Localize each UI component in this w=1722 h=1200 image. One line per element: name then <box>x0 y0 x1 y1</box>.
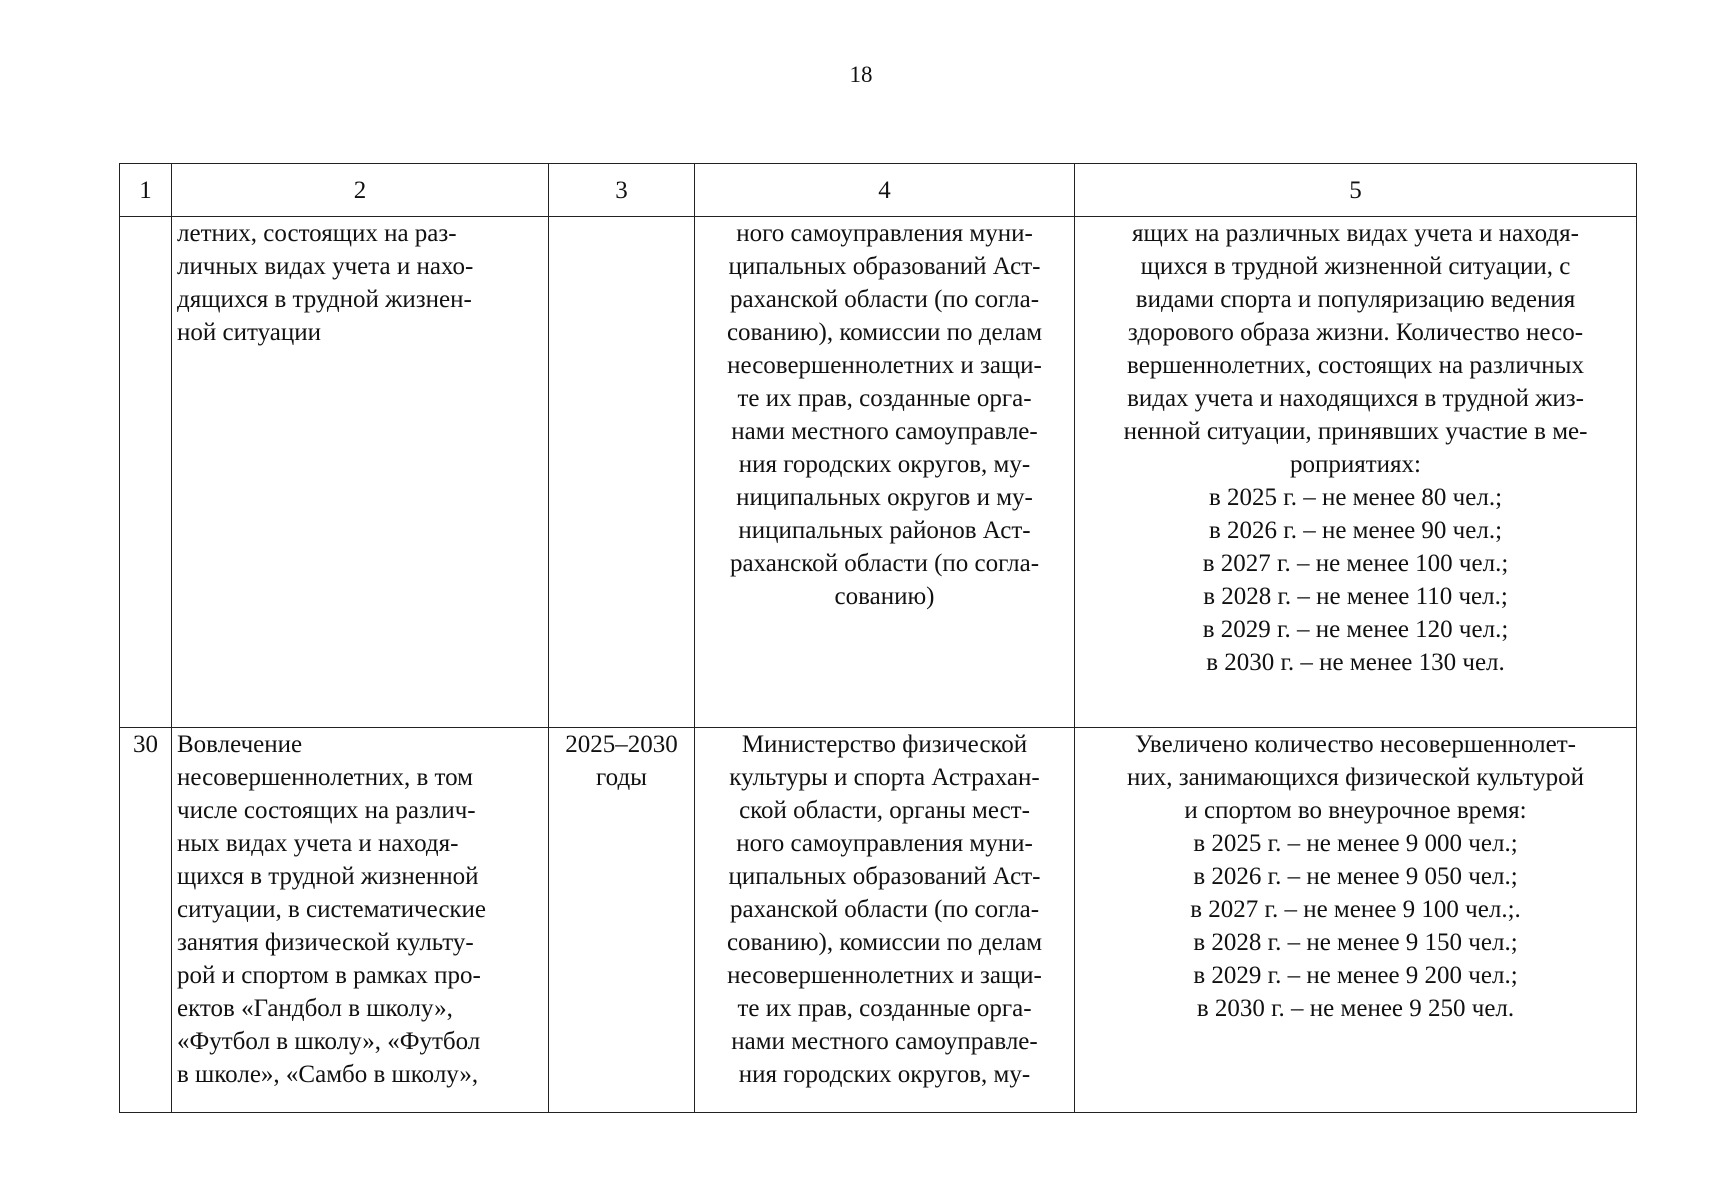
responsible-line: ния городских округов, му- <box>738 1061 1031 1088</box>
indicator-line: в 2028 г. – не менее 9 150 чел.; <box>1193 929 1518 956</box>
result-line: и спортом во внеурочное время: <box>1184 797 1527 824</box>
result-cell <box>1075 217 1637 728</box>
result-line: здорового образа жизни. Количество несо- <box>1127 319 1584 346</box>
activity-line: ситуации, в систематические <box>177 896 487 923</box>
responsible-line: несовершеннолетних и защи- <box>727 352 1042 379</box>
activity-cell <box>172 728 549 1113</box>
activity-line: ной ситуации <box>177 319 321 346</box>
responsible-cell <box>695 728 1075 1113</box>
period-line: годы <box>596 764 647 791</box>
responsible-line: культуры и спорта Астрахан- <box>729 764 1040 791</box>
responsible-line: ципальных образований Аст- <box>728 863 1041 890</box>
indicator-line: в 2030 г. – не менее 9 250 чел. <box>1196 995 1515 1022</box>
indicator-line: в 2027 г. – не менее 9 100 чел.;. <box>1190 896 1521 923</box>
result-line: Увеличено количество несовершеннолет- <box>1135 731 1576 758</box>
activity-line: «Футбол в школу», «Футбол <box>177 1028 481 1055</box>
responsible-line: нами местного самоуправле- <box>731 1028 1038 1055</box>
responsible-line: раханской области (по согла- <box>729 896 1040 923</box>
column-header-2: 2 <box>172 164 549 217</box>
result-line: видах учета и находящихся в трудной жиз- <box>1127 385 1584 412</box>
result-line: видами спорта и популяризацию ведения <box>1135 286 1576 313</box>
result-line: щихся в трудной жизненной ситуации, с <box>1140 253 1571 280</box>
responsible-line: ниципальных районов Аст- <box>738 517 1031 544</box>
result-cell <box>1075 728 1637 1113</box>
activity-line: летних, состоящих на раз- <box>177 220 457 247</box>
responsible-line: нами местного самоуправле- <box>731 418 1038 445</box>
responsible-line: сованию) <box>834 583 935 610</box>
result-line: вершеннолетних, состоящих на различных <box>1127 352 1584 379</box>
responsible-line: сованию), комиссии по делам <box>726 929 1043 956</box>
activity-line: ных видах учета и находя- <box>177 830 459 857</box>
activity-line: занятия физической культу- <box>177 929 474 956</box>
activity-line: несовершеннолетних, в том <box>177 764 473 791</box>
activity-cell <box>172 217 549 728</box>
responsible-line: ской области, органы мест- <box>739 797 1030 824</box>
period-line: 2025–2030 <box>565 731 678 758</box>
activity-line: щихся в трудной жизненной <box>177 863 479 890</box>
indicator-line: в 2025 г. – не менее 80 чел.; <box>1208 484 1503 511</box>
table-header-row <box>120 164 1637 217</box>
activity-line: в школе», «Самбо в школу», <box>177 1061 479 1088</box>
indicator-line: в 2029 г. – не менее 9 200 чел.; <box>1193 962 1518 989</box>
row-number-cell: 30 <box>120 728 172 1113</box>
activity-line: рой и спортом в рамках про- <box>177 962 481 989</box>
activity-line: Вовлечение <box>177 731 303 758</box>
column-header-4: 4 <box>695 164 1075 217</box>
responsible-line: ниципальных округов и му- <box>736 484 1033 511</box>
row-number-cell <box>120 217 172 728</box>
indicator-line: в 2030 г. – не менее 130 чел. <box>1206 649 1505 676</box>
indicator-line: в 2027 г. – не менее 100 чел.; <box>1202 550 1509 577</box>
result-line: них, занимающихся физической культурой <box>1127 764 1584 791</box>
table-row-continued <box>120 217 1637 728</box>
responsible-line: ципальных образований Аст- <box>728 253 1041 280</box>
responsible-line: Министерство физической <box>741 731 1028 758</box>
result-line: роприятиях: <box>1289 451 1421 478</box>
responsible-line: ния городских округов, му- <box>738 451 1031 478</box>
responsible-line: сованию), комиссии по делам <box>726 319 1043 346</box>
activity-line: ектов «Гандбол в школу», <box>177 995 453 1022</box>
indicator-line: в 2025 г. – не менее 9 000 чел.; <box>1193 830 1518 857</box>
responsible-line: те их прав, созданные орга- <box>737 385 1032 412</box>
responsible-line: ного самоуправления муни- <box>736 220 1033 247</box>
activity-line: числе состоящих на различ- <box>177 797 476 824</box>
activity-line: личных видах учета и нахо- <box>177 253 474 280</box>
responsible-cell <box>695 217 1075 728</box>
responsible-line: ного самоуправления муни- <box>736 830 1033 857</box>
indicator-line: в 2026 г. – не менее 90 чел.; <box>1208 517 1503 544</box>
result-line: ненной ситуации, принявших участие в ме- <box>1123 418 1588 445</box>
responsible-line: раханской области (по согла- <box>729 286 1040 313</box>
result-line: ящих на различных видах учета и находя- <box>1132 220 1579 247</box>
program-activities-table <box>119 163 1637 1113</box>
activity-line: дящихся в трудной жизнен- <box>177 286 472 313</box>
responsible-line: несовершеннолетних и защи- <box>727 962 1042 989</box>
indicator-line: в 2029 г. – не менее 120 чел.; <box>1202 616 1509 643</box>
responsible-line: те их прав, созданные орга- <box>737 995 1032 1022</box>
column-header-5: 5 <box>1075 164 1637 217</box>
responsible-line: раханской области (по согла- <box>729 550 1040 577</box>
period-cell <box>549 728 695 1113</box>
indicator-line: в 2028 г. – не менее 110 чел.; <box>1203 583 1508 610</box>
indicator-line: в 2026 г. – не менее 9 050 чел.; <box>1193 863 1518 890</box>
period-cell <box>549 217 695 728</box>
column-header-3: 3 <box>549 164 695 217</box>
table-row-30 <box>120 728 1637 1113</box>
page-number: 18 <box>849 62 873 87</box>
column-header-1: 1 <box>120 164 172 217</box>
